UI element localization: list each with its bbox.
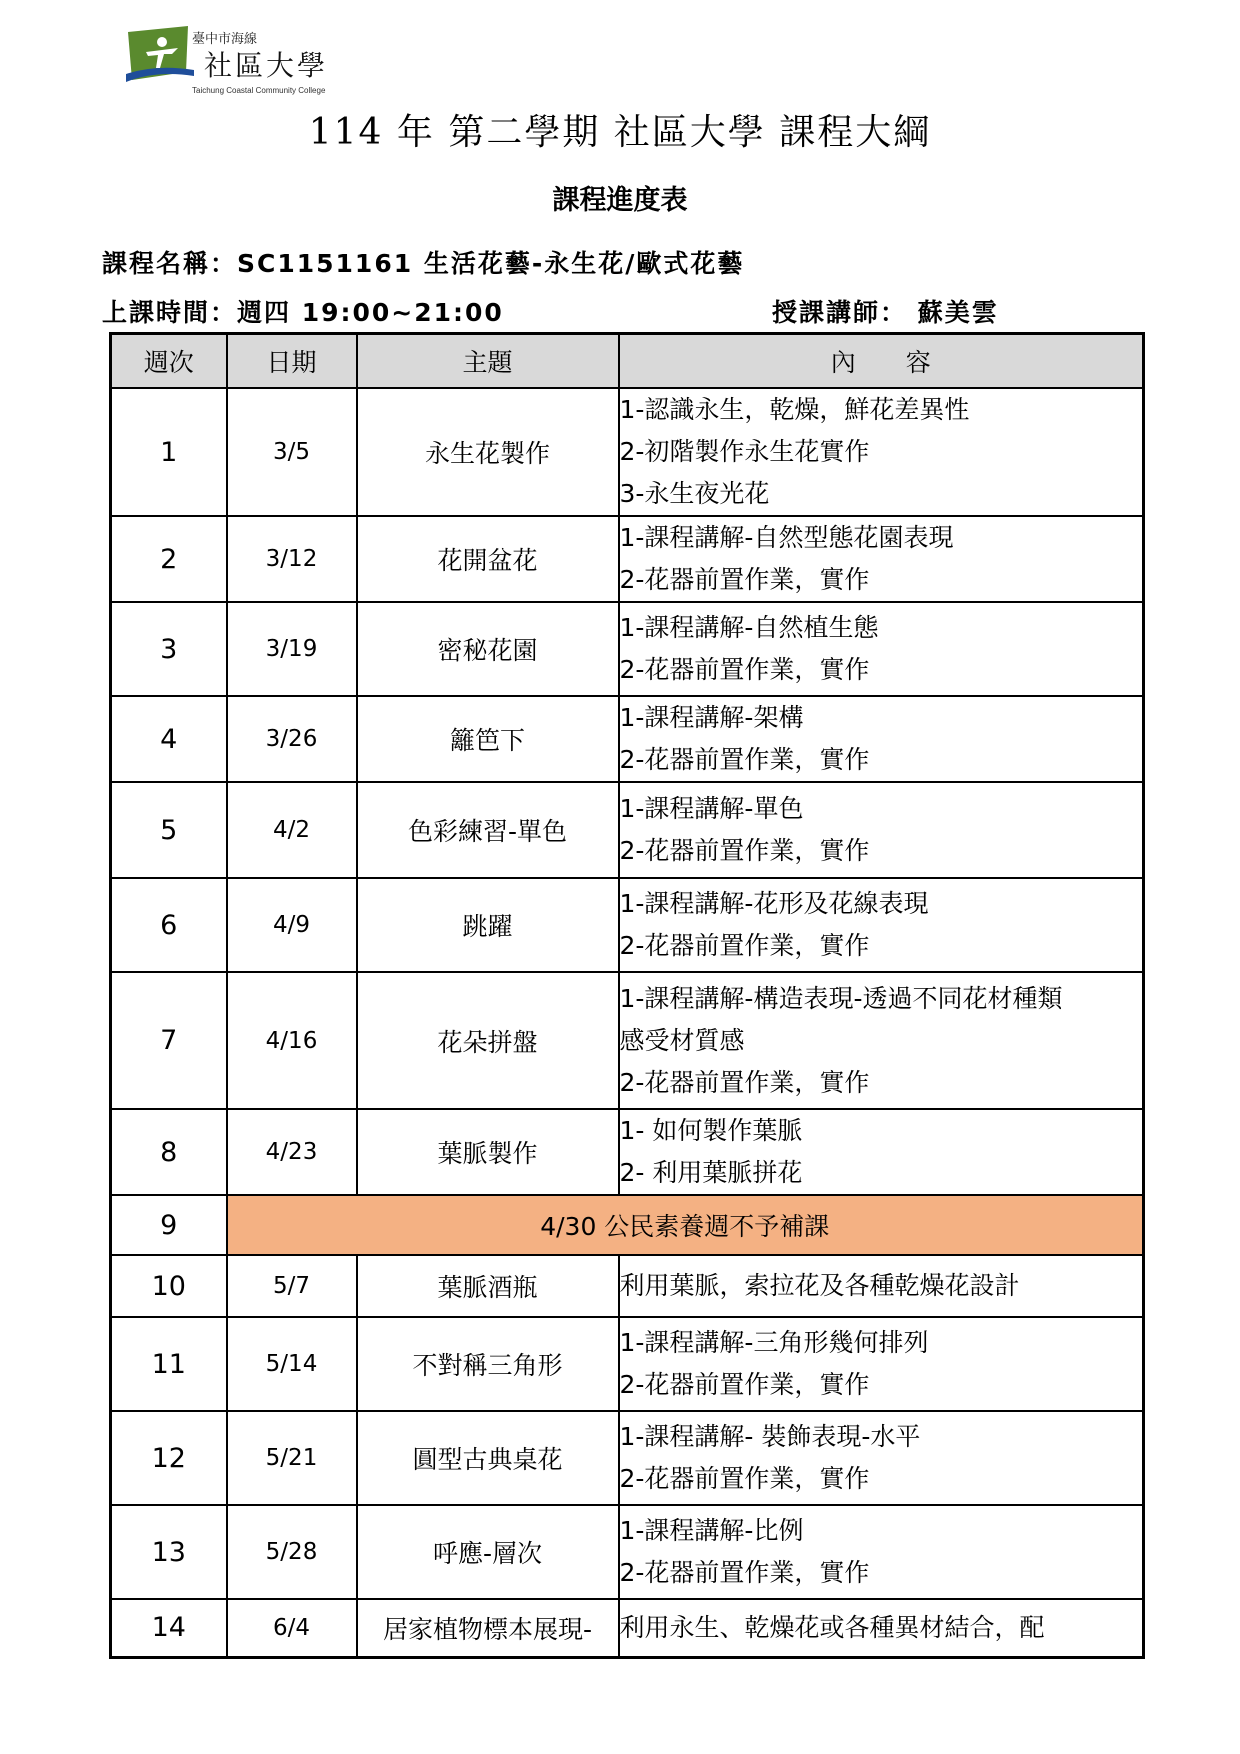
table-header-row (111, 334, 1144, 389)
date-cell: 6/4 (227, 1599, 357, 1657)
content-cell (619, 972, 1144, 1109)
week-cell: 13 (111, 1505, 227, 1599)
column-header-week: 週次 (111, 334, 227, 389)
topic-cell: 呼應-層次 (357, 1505, 619, 1599)
content-line: 1-課程講解-構造表現-透過不同花材種類 (619, 983, 1063, 1013)
content-line: 1-課程講解-比例 (619, 1516, 804, 1545)
date-cell: 4/2 (227, 782, 357, 878)
date-cell: 4/16 (227, 972, 357, 1109)
content-line: 2-花器前置作業，實作 (619, 836, 870, 865)
table-row (111, 1255, 1144, 1317)
holiday-row (111, 1195, 1144, 1255)
content-line: 1-課程講解-花形及花線表現 (619, 889, 929, 918)
table-row (111, 1109, 1144, 1195)
content-line: 2-花器前置作業，實作 (619, 1558, 870, 1587)
week-cell: 12 (111, 1411, 227, 1505)
topic-cell: 密秘花園 (357, 602, 619, 696)
date-cell: 5/14 (227, 1317, 357, 1411)
content-cell (619, 1255, 1144, 1317)
content-cell (619, 878, 1144, 972)
date-cell: 5/28 (227, 1505, 357, 1599)
content-line: 2-花器前置作業，實作 (619, 1370, 870, 1399)
content-cell (619, 1505, 1144, 1599)
content-line: 利用永生、乾燥花或各種異材結合，配 (619, 1612, 1045, 1642)
content-line: 2-花器前置作業，實作 (619, 1464, 870, 1493)
date-cell: 4/23 (227, 1109, 357, 1195)
week-cell: 5 (111, 782, 227, 878)
logo-city-text: 臺中市海線 (192, 32, 258, 47)
content-line: 2-花器前置作業，實作 (619, 1067, 870, 1097)
topic-cell: 圓型古典桌花 (357, 1411, 619, 1505)
topic-cell: 不對稱三角形 (357, 1317, 619, 1411)
table-row (111, 972, 1144, 1109)
topic-cell: 葉脈製作 (357, 1109, 619, 1195)
topic-cell: 籬笆下 (357, 696, 619, 782)
college-emblem-icon (126, 24, 196, 86)
content-line: 3-永生夜光花 (619, 479, 770, 508)
content-line: 2-花器前置作業，實作 (619, 565, 870, 594)
content-line: 1-課程講解-自然植生態 (619, 613, 879, 642)
table-row (111, 696, 1144, 782)
content-cell (619, 1599, 1144, 1657)
teacher-name: 授課講師： 蘇美雲 (772, 298, 999, 327)
table-row (111, 782, 1144, 878)
table-row (111, 602, 1144, 696)
content-line: 1-課程講解-自然型態花園表現 (619, 523, 954, 552)
week-cell: 4 (111, 696, 227, 782)
content-cell (619, 782, 1144, 878)
week-cell: 14 (111, 1599, 227, 1657)
column-header-topic: 主題 (357, 334, 619, 389)
content-line: 2-花器前置作業，實作 (619, 745, 870, 774)
content-line: 1-課程講解-架構 (619, 703, 804, 732)
topic-cell: 跳躍 (357, 878, 619, 972)
date-cell: 3/12 (227, 516, 357, 602)
document-subtitle: 課程進度表 (552, 185, 688, 216)
content-cell (619, 516, 1144, 602)
class-time: 上課時間：週四 19:00~21:00 (102, 298, 504, 327)
topic-cell: 花開盆花 (357, 516, 619, 602)
content-cell (619, 388, 1144, 516)
content-line: 1-課程講解-單色 (619, 794, 804, 823)
column-header-date: 日期 (227, 334, 357, 389)
week-cell: 9 (111, 1195, 227, 1255)
week-cell: 6 (111, 878, 227, 972)
topic-cell: 永生花製作 (357, 388, 619, 516)
week-cell: 2 (111, 516, 227, 602)
date-cell: 3/5 (227, 388, 357, 516)
content-line: 2-花器前置作業，實作 (619, 931, 870, 960)
content-cell (619, 696, 1144, 782)
content-line: 2-初階製作永生花實作 (619, 437, 870, 466)
table-row (111, 1411, 1144, 1505)
table-row (111, 878, 1144, 972)
content-line: 2-花器前置作業，實作 (619, 655, 870, 684)
table-row (111, 1317, 1144, 1411)
week-cell: 7 (111, 972, 227, 1109)
schedule-table (109, 332, 1145, 1659)
content-cell (619, 1109, 1144, 1195)
content-cell (619, 602, 1144, 696)
date-cell: 5/7 (227, 1255, 357, 1317)
table-row (111, 516, 1144, 602)
topic-cell: 花朵拼盤 (357, 972, 619, 1109)
week-cell: 10 (111, 1255, 227, 1317)
holiday-notice: 4/30 公民素養週不予補課 (227, 1195, 1144, 1255)
table-row (111, 388, 1144, 516)
content-line: 2- 利用葉脈拼花 (619, 1158, 803, 1187)
topic-cell: 居家植物標本展現- (357, 1599, 619, 1657)
date-cell: 4/9 (227, 878, 357, 972)
week-cell: 8 (111, 1109, 227, 1195)
topic-cell: 色彩練習-單色 (357, 782, 619, 878)
content-cell (619, 1411, 1144, 1505)
course-name: 課程名稱：SC1151161 生活花藝-永生花/歐式花藝 (102, 249, 745, 278)
topic-cell: 葉脈酒瓶 (357, 1255, 619, 1317)
table-row (111, 1505, 1144, 1599)
week-cell: 1 (111, 388, 227, 516)
content-line: 1- 如何製作葉脈 (619, 1116, 803, 1145)
date-cell: 3/19 (227, 602, 357, 696)
content-line: 感受材質感 (619, 1025, 745, 1055)
logo-name-text: 社區大學 (204, 49, 329, 82)
week-cell: 3 (111, 602, 227, 696)
content-cell (619, 1317, 1144, 1411)
document-title: 114 年 第二學期 社區大學 課程大綱 (308, 112, 932, 153)
logo-english-text: Taichung Coastal Community College (192, 86, 326, 95)
date-cell: 3/26 (227, 696, 357, 782)
college-logo (126, 24, 356, 95)
table-row (111, 1599, 1144, 1657)
content-line: 1-課程講解-三角形幾何排列 (619, 1328, 929, 1357)
column-header-content: 內 容 (619, 334, 1144, 389)
content-line: 1-課程講解- 裝飾表現-水平 (619, 1422, 921, 1451)
content-line: 利用葉脈，索拉花及各種乾燥花設計 (619, 1271, 1020, 1300)
week-cell: 11 (111, 1317, 227, 1411)
content-line: 1-認識永生，乾燥，鮮花差異性 (619, 395, 970, 424)
date-cell: 5/21 (227, 1411, 357, 1505)
